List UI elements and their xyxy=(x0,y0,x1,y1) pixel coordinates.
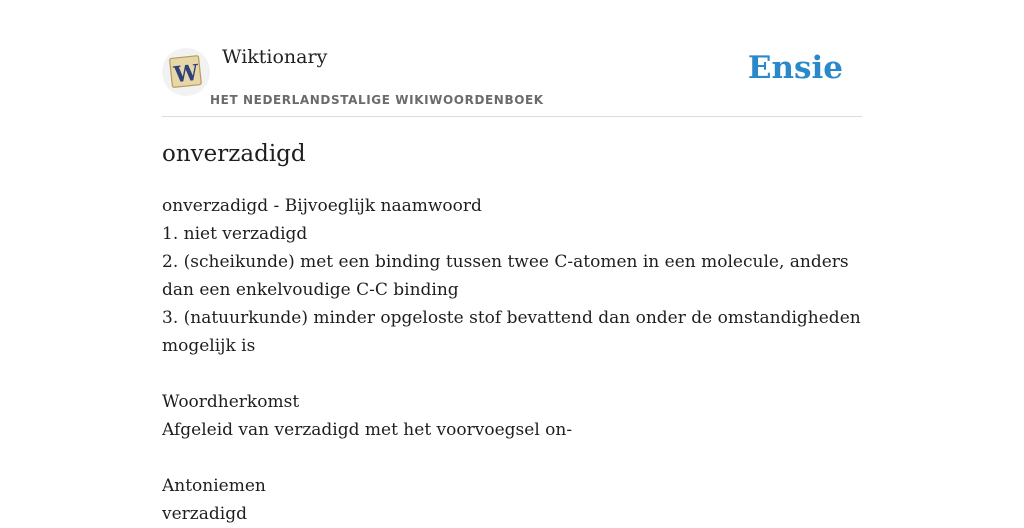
site-header xyxy=(162,44,862,117)
entry-headline: onverzadigd - Bijvoeglijk naamwoord xyxy=(162,196,482,216)
spacer xyxy=(162,444,862,472)
antonyms-heading: Antoniemen xyxy=(162,476,266,496)
site-name[interactable]: Wiktionary xyxy=(222,46,328,68)
antonym-item: verzadigd xyxy=(162,504,247,524)
entry-content xyxy=(162,138,862,528)
definition-item: 3. (natuurkunde) minder opgeloste stof bevattend dan onder de omstandigheden mogelijk is xyxy=(162,308,861,356)
page-title: onverzadigd xyxy=(162,141,306,167)
site-tagline: HET NEDERLANDSTALIGE WIKIWOORDENBOEK xyxy=(210,93,544,107)
definition-item: 2. (scheikunde) met een binding tussen twee C-atomen in een molecule, anders dan een enkelvoudige C-C binding xyxy=(162,252,849,300)
svg-text:W: W xyxy=(172,59,200,89)
entry-body xyxy=(162,192,862,528)
etymology-heading: Woordherkomst xyxy=(162,392,300,412)
spacer xyxy=(162,360,862,388)
wiktionary-logo-icon[interactable] xyxy=(162,48,210,96)
etymology-text: Afgeleid van verzadigd met het voorvoegsel on- xyxy=(162,420,573,440)
definition-item: 1. niet verzadigd xyxy=(162,224,308,244)
ensie-brand-link[interactable]: Ensie xyxy=(747,50,843,86)
